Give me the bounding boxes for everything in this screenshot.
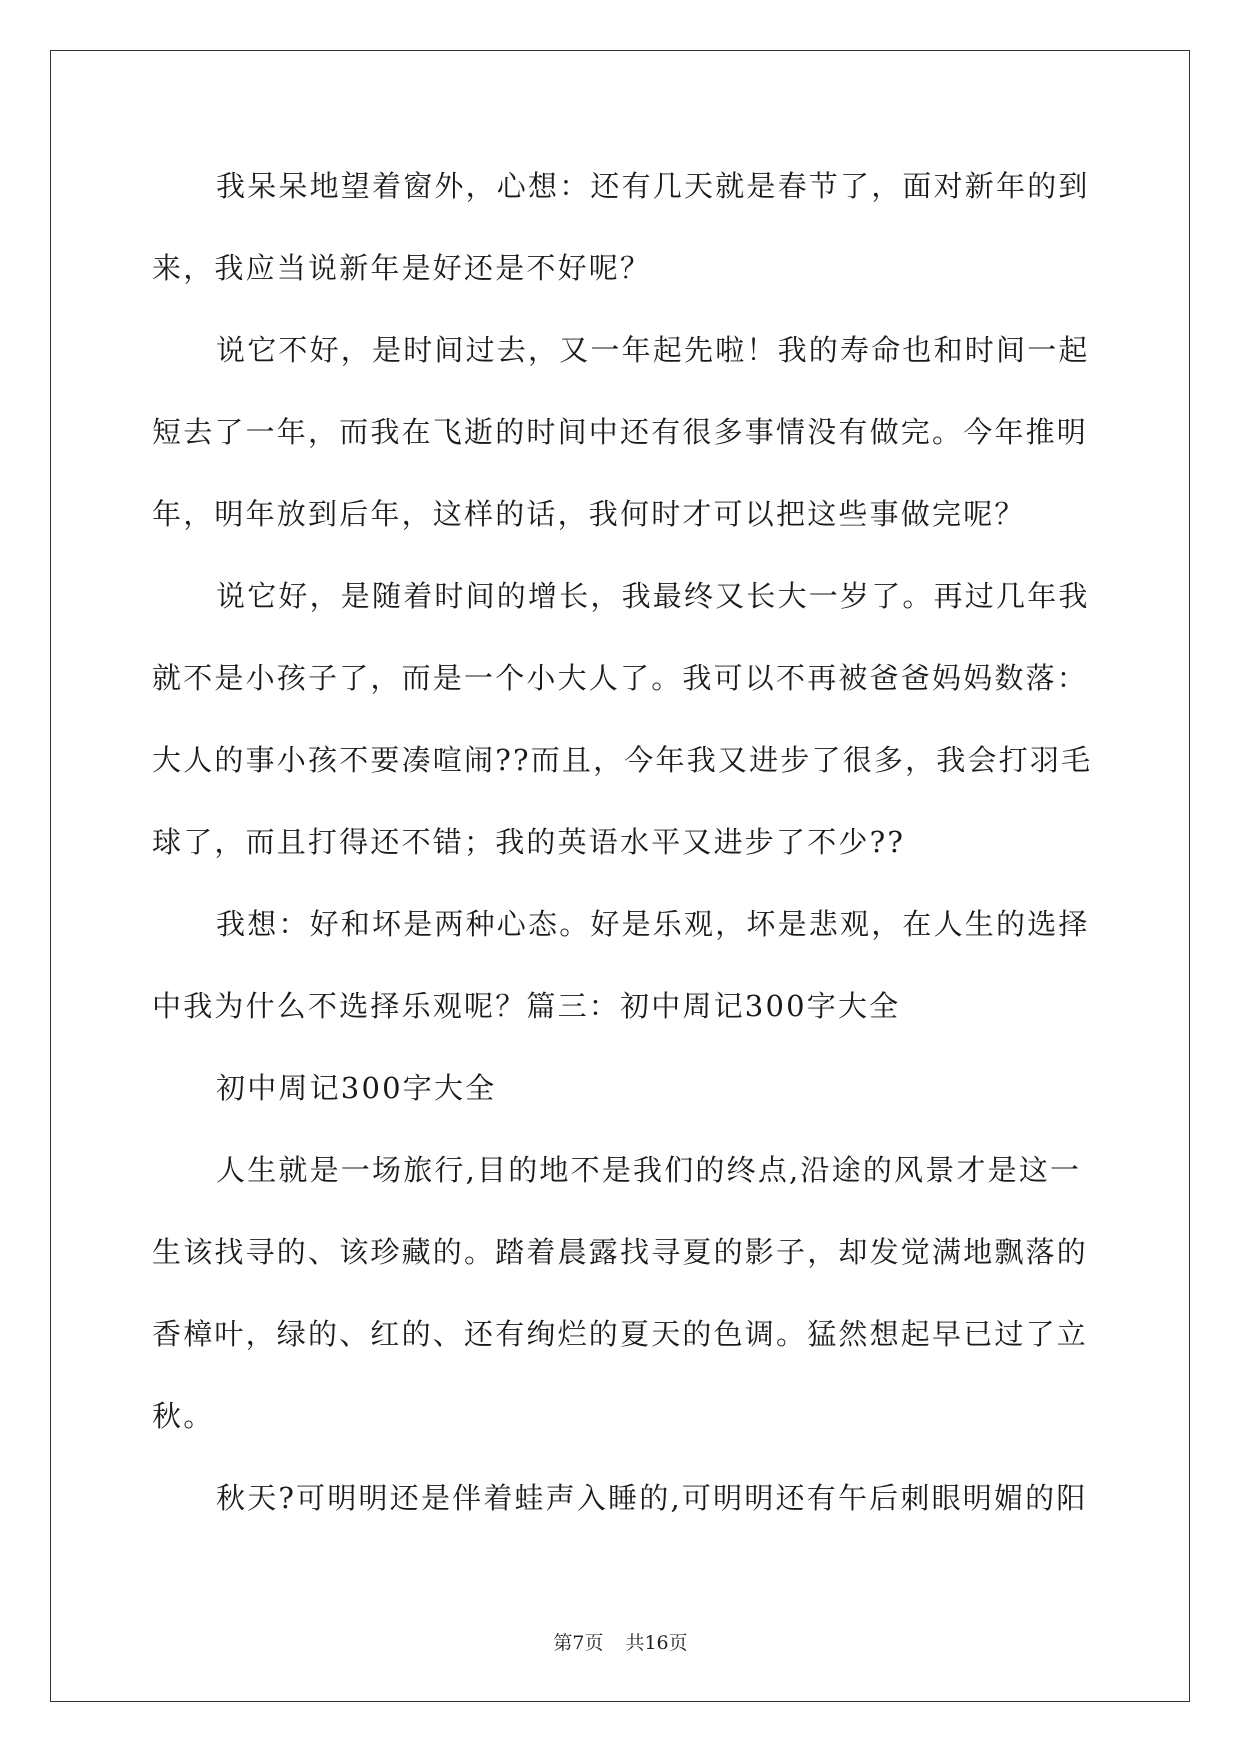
text-line: 我想：好和坏是两种心态。好是乐观，坏是悲观，在人生的选择 — [216, 907, 1090, 941]
text-line: 初中周记300字大全 — [216, 1071, 497, 1105]
text-line: 年，明年放到后年，这样的话，我何时才可以把这些事做完呢？ — [152, 497, 1026, 531]
page-footer — [0, 1628, 1241, 1655]
page-number-current: 第7页 — [553, 1632, 604, 1654]
text-line: 说它不好，是时间过去，又一年起先啦！我的寿命也和时间一起 — [216, 333, 1090, 367]
text-line: 就不是小孩子了，而是一个小大人了。我可以不再被爸爸妈妈数落： — [152, 661, 1089, 695]
text-line: 香樟叶，绿的、红的、还有绚烂的夏天的色调。猛然想起早已过了立 — [152, 1317, 1089, 1351]
text-line: 秋天?可明明还是伴着蛙声入睡的,可明明还有午后刺眼明媚的阳 — [216, 1481, 1088, 1515]
text-line: 我呆呆地望着窗外，心想：还有几天就是春节了，面对新年的到 — [216, 169, 1090, 203]
text-line: 球了，而且打得还不错；我的英语水平又进步了不少?? — [152, 825, 906, 859]
text-line: 来，我应当说新年是好还是不好呢？ — [152, 251, 652, 285]
text-line: 短去了一年，而我在飞逝的时间中还有很多事情没有做完。今年推明 — [152, 415, 1089, 449]
text-line: 大人的事小孩不要凑喧闹??而且，今年我又进步了很多，我会打羽毛 — [152, 743, 1093, 777]
document-body — [152, 158, 1093, 1552]
page-number-total: 共16页 — [625, 1632, 688, 1654]
text-line: 生该找寻的、该珍藏的。踏着晨露找寻夏的影子，却发觉满地飘落的 — [152, 1235, 1089, 1269]
text-line: 中我为什么不选择乐观呢？篇三：初中周记300字大全 — [152, 989, 901, 1023]
text-line: 说它好，是随着时间的增长，我最终又长大一岁了。再过几年我 — [216, 579, 1090, 613]
text-line: 秋。 — [152, 1399, 215, 1433]
text-line: 人生就是一场旅行,目的地不是我们的终点,沿途的风景才是这一 — [216, 1153, 1082, 1187]
